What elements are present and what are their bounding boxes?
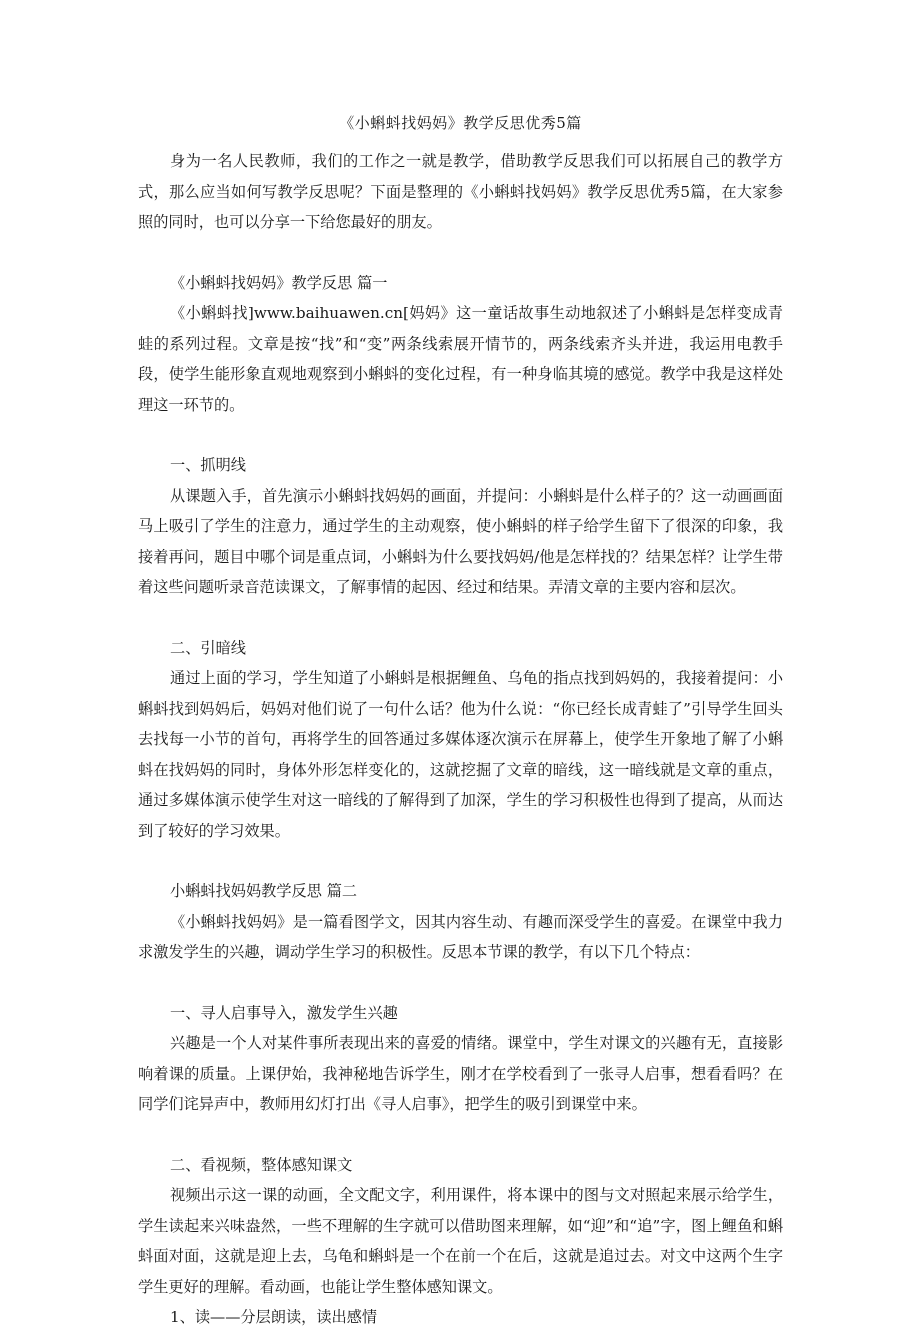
spacer bbox=[138, 846, 783, 876]
article2-heading: 小蝌蚪找妈妈教学反思 篇二 bbox=[170, 882, 358, 900]
article2-section2-heading: 二、看视频，整体感知课文 bbox=[170, 1155, 353, 1174]
article2-section1-heading: 一、寻人启事导入，激发学生兴趣 bbox=[170, 1003, 398, 1022]
document-title: 《小蝌蚪找妈妈》教学反思优秀5篇 bbox=[339, 114, 582, 132]
article2-section1-body: 兴趣是一个人对某件事所表现出来的喜爱的情绪。课堂中，学生对课文的兴趣有无，直接影响着课的质量。上课伊始，我神秘地告诉学生，刚才在学校看到了一张寻人启事，想看看吗？在同学们诧异声中，教师用幻灯打出《寻人启事》，把学生的吸引到课堂中来。 bbox=[138, 1034, 783, 1113]
spacer bbox=[138, 420, 783, 450]
spacer bbox=[138, 238, 783, 268]
article1-section1-body: 从课题入手，首先演示小蝌蚪找妈妈的画面，并提问：小蝌蚪是什么样子的？这一动画画面马上吸引了学生的注意力，通过学生的主动观察，使小蝌蚪的样子给学生留下了很深的印象，我接着再问，题目中哪个词是重点词，小蝌蚪为什么要找妈妈/他是怎样找的？结果怎样？让学生带着这些问题听录音范读课文，了解事情的起因、经过和结果。弄清文章的主要内容和层次。 bbox=[138, 486, 783, 596]
spacer bbox=[138, 968, 783, 998]
article1-section1-heading: 一、抓明线 bbox=[170, 456, 246, 474]
article2-intro: 《小蝌蚪找妈妈》是一篇看图学文，因其内容生动、有趣而深受学生的喜爱。在课堂中我力求激发学生的兴趣，调动学生学习的积极性。反思本节课的教学，有以下几个特点： bbox=[138, 912, 783, 961]
article2-section2-body: 视频出示这一课的动画，全文配文字，利用课件，将本课中的图与文对照起来展示给学生，学生读起来兴味盎然，一些不理解的生字就可以借助图来理解，如“迎”和“追”字，图上鲤鱼和蝌蚪面对面，这就是迎上去，乌龟和蝌蚪是一个在前一个在后，这就是追过去。对文中这两个生字学生更好的理解。看动画，也能让学生整体感知课文。 bbox=[138, 1186, 783, 1296]
article1-section2-heading: 二、引暗线 bbox=[170, 638, 246, 657]
document-page bbox=[138, 108, 783, 1333]
intro-paragraph: 身为一名人民教师，我们的工作之一就是教学，借助教学反思我们可以拓展自己的教学方式，那么应当如何写教学反思呢？下面是整理的《小蝌蚪找妈妈》教学反思优秀5篇，在大家参照的同时，也可以分享一下给您最好的朋友。 bbox=[138, 152, 783, 231]
article1-heading: 《小蝌蚪找妈妈》教学反思 篇一 bbox=[170, 273, 388, 292]
spacer bbox=[138, 603, 783, 633]
article2-item1: 1、读——分层朗读，读出感情 bbox=[170, 1308, 378, 1326]
article1-intro: 《小蝌蚪找]www.baihuawen.cn[妈妈》这一童话故事生动地叙述了小蝌蚪是怎样变成青蛙的系列过程。文章是按“找”和“变”两条线索展开情节的，两条线索齐头并进，我运用电教手段，使学生能形象直观地观察到小蝌蚪的变化过程，有一种身临其境的感觉。教学中我是这样处理这一环节的。 bbox=[138, 304, 783, 414]
spacer bbox=[138, 1120, 783, 1150]
article1-section2-body: 通过上面的学习，学生知道了小蝌蚪是根据鲤鱼、乌龟的指点找到妈妈的，我接着提问：小蝌蚪找到妈妈后，妈妈对他们说了一句什么话？他为什么说：“你已经长成青蛙了”引导学生回头去找每一小节的首句，再将学生的回答通过多媒体逐次演示在屏幕上，使学生开象地了解了小蝌蚪在找妈妈的同时，身体外形怎样变化的，这就挖掘了文章的暗线，这一暗线就是文章的重点，通过多媒体演示使学生对这一暗线的了解得到了加深，学生的学习积极性也得到了提高，从而达到了较好的学习效果。 bbox=[138, 669, 783, 840]
